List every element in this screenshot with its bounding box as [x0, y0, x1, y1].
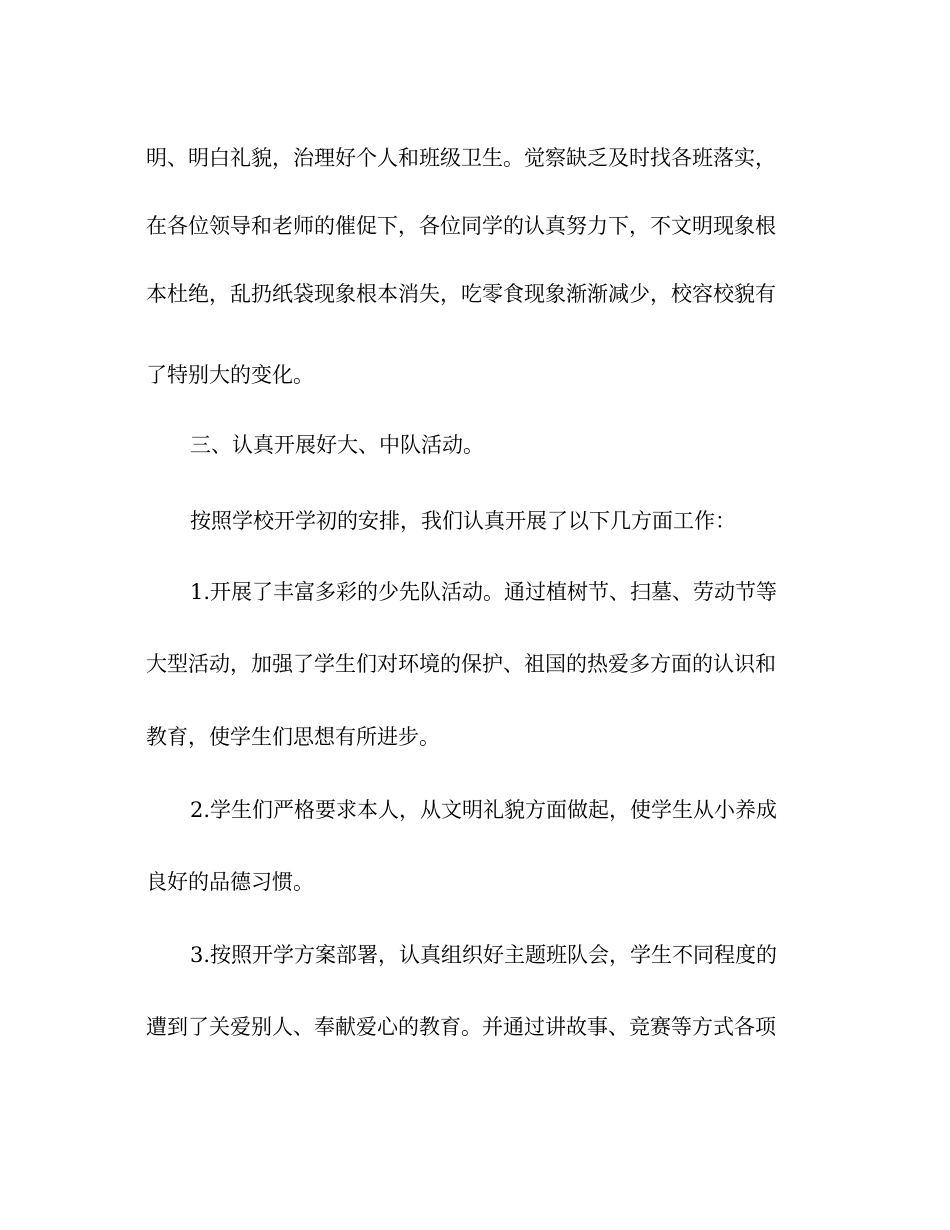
text-line: 遭到了关爱别人、奉献爱心的教育。并通过讲故事、竞赛等方式各项	[146, 1015, 776, 1039]
text-line: 教育，使学生们思想有所进步。	[146, 725, 440, 749]
list-item: 3.按照开学方案部署，认真组织好主题班队会，学生不同程度的	[190, 943, 778, 967]
text-line: 了特别大的变化。	[146, 363, 314, 387]
text-line: 按照学校开学初的安排，我们认真开展了以下几方面工作：	[190, 509, 736, 533]
list-item: 2.学生们严格要求本人，从文明礼貌方面做起，使学生从小养成	[190, 798, 778, 822]
text-line: 良好的品德习惯。	[146, 870, 314, 894]
text-line: 在各位领导和老师的催促下，各位同学的认真努力下，不文明现象根	[146, 214, 776, 238]
section-heading: 三、认真开展好大、中队活动。	[190, 433, 484, 457]
text-line: 本杜绝，乱扔纸袋现象根本消失，吃零食现象渐渐减少，校容校貌有	[146, 282, 776, 306]
text-line: 大型活动，加强了学生们对环境的保护、祖国的热爱多方面的认识和	[146, 652, 776, 676]
text-line: 明、明白礼貌，治理好个人和班级卫生。觉察缺乏及时找各班落实，	[146, 146, 776, 170]
list-item: 1.开展了丰富多彩的少先队活动。通过植树节、扫墓、劳动节等	[190, 580, 778, 604]
